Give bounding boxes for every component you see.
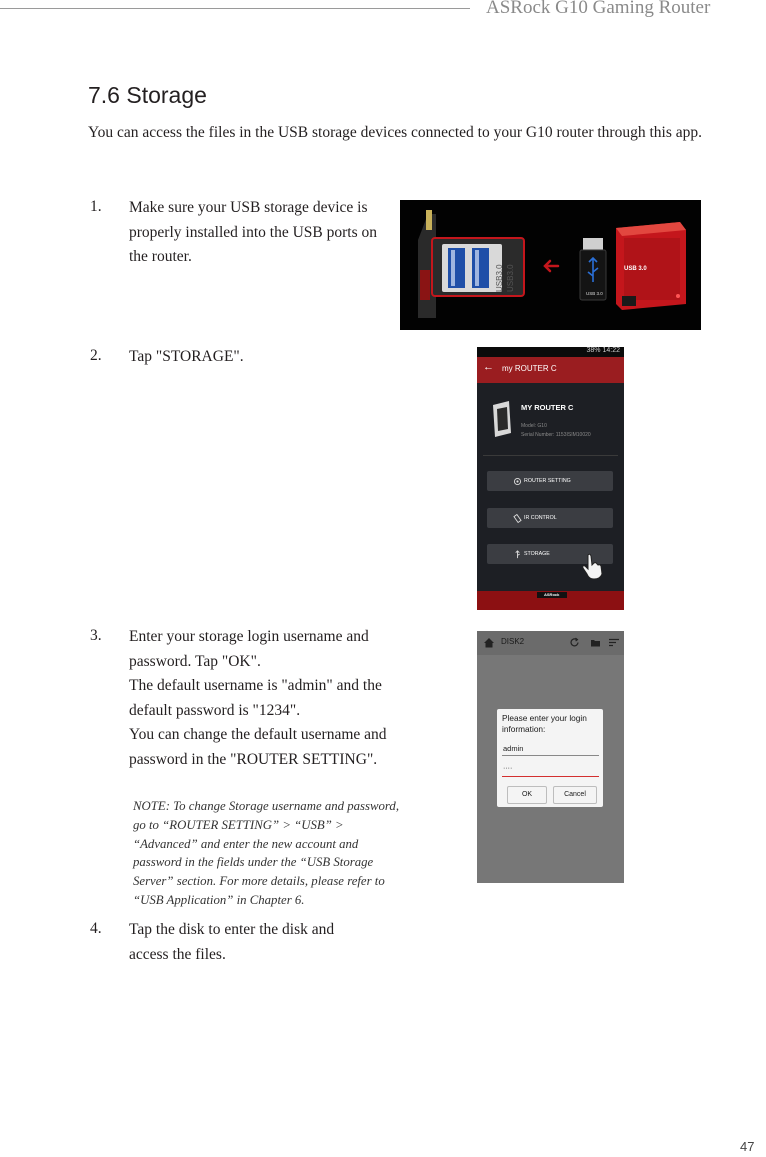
page-number: 47 [740, 1139, 755, 1154]
router-icon [489, 399, 515, 439]
login-dialog [497, 709, 603, 807]
app-bar [477, 631, 624, 655]
router-setting-label: ROUTER SETTING [524, 478, 571, 484]
back-arrow-icon[interactable]: ← [483, 361, 494, 373]
usb-devices-photo [400, 200, 701, 330]
device-model: Model: G10 [521, 423, 547, 429]
port-label-1: USB3.0 [495, 264, 504, 292]
menu-icon[interactable] [608, 637, 620, 648]
step-4-text: Tap the disk to enter the disk and access the files. [129, 921, 335, 963]
password-field[interactable]: ···· [503, 765, 513, 772]
app-home-screenshot [477, 347, 624, 610]
gear-icon [513, 477, 522, 486]
remote-icon [513, 514, 522, 523]
folder-icon[interactable] [590, 637, 601, 648]
password-underline [502, 776, 599, 777]
drive-label: USB 3.0 [624, 266, 647, 272]
step-3-line-1: Enter your storage login username and password. Tap "OK". [129, 628, 369, 670]
step-2-text: Tap "STORAGE". [129, 348, 244, 365]
step-3-line-2: The default username is "admin" and the default password is "1234". [129, 677, 382, 719]
running-header: ASRock G10 Gaming Router [486, 0, 711, 18]
device-title: MY ROUTER C [521, 403, 574, 412]
port-label-2: USB3.0 [506, 264, 515, 292]
section-intro: You can access the files in the USB storage devices connected to your G10 router through this app. [88, 124, 702, 141]
cancel-button[interactable]: Cancel [553, 786, 597, 804]
refresh-icon[interactable] [569, 637, 580, 648]
stick-label: USB 3.0 [586, 291, 603, 296]
home-icon[interactable] [483, 637, 495, 648]
app-bar-title: my ROUTER C [502, 364, 557, 373]
ir-control-label: IR CONTROL [524, 515, 557, 521]
usb-icon [513, 550, 522, 559]
brand-logo: ASRock [544, 592, 560, 597]
dialog-title: Please enter your login information: [502, 713, 587, 734]
note-text: NOTE: To change Storage username and password, go to “ROUTER SETTING” > “USB” > “Advanced” and enter the new account and password in the fields under the “USB Storage Server” section. For more details, please refer to “USB Application” in Chapter 6. [133, 799, 400, 907]
step-4-number: 4. [90, 920, 102, 937]
header-rule [0, 8, 470, 9]
section-title: 7.6 Storage [88, 82, 207, 108]
divider [483, 455, 618, 456]
step-3-number: 3. [90, 627, 102, 644]
device-serial: Serial Number: 1153ISIM10020 [521, 432, 591, 438]
username-field[interactable]: admin [503, 744, 524, 753]
step-3-line-3: You can change the default username and password in the "ROUTER SETTING". [129, 726, 387, 768]
tap-hand-icon [580, 552, 604, 580]
login-dialog-screenshot [477, 631, 624, 883]
step-1-text: Make sure your USB storage device is properly installed into the USB ports on the router. [129, 199, 377, 265]
ok-button[interactable]: OK [507, 786, 547, 804]
status-bar [477, 347, 624, 357]
storage-label: STORAGE [524, 551, 550, 557]
step-3-text [129, 625, 401, 772]
step-1-number: 1. [90, 198, 102, 215]
step-2-number: 2. [90, 347, 102, 364]
username-underline [502, 755, 599, 756]
status-text: 38% 14:22 [586, 347, 620, 354]
disk-title: DISK2 [501, 637, 525, 646]
